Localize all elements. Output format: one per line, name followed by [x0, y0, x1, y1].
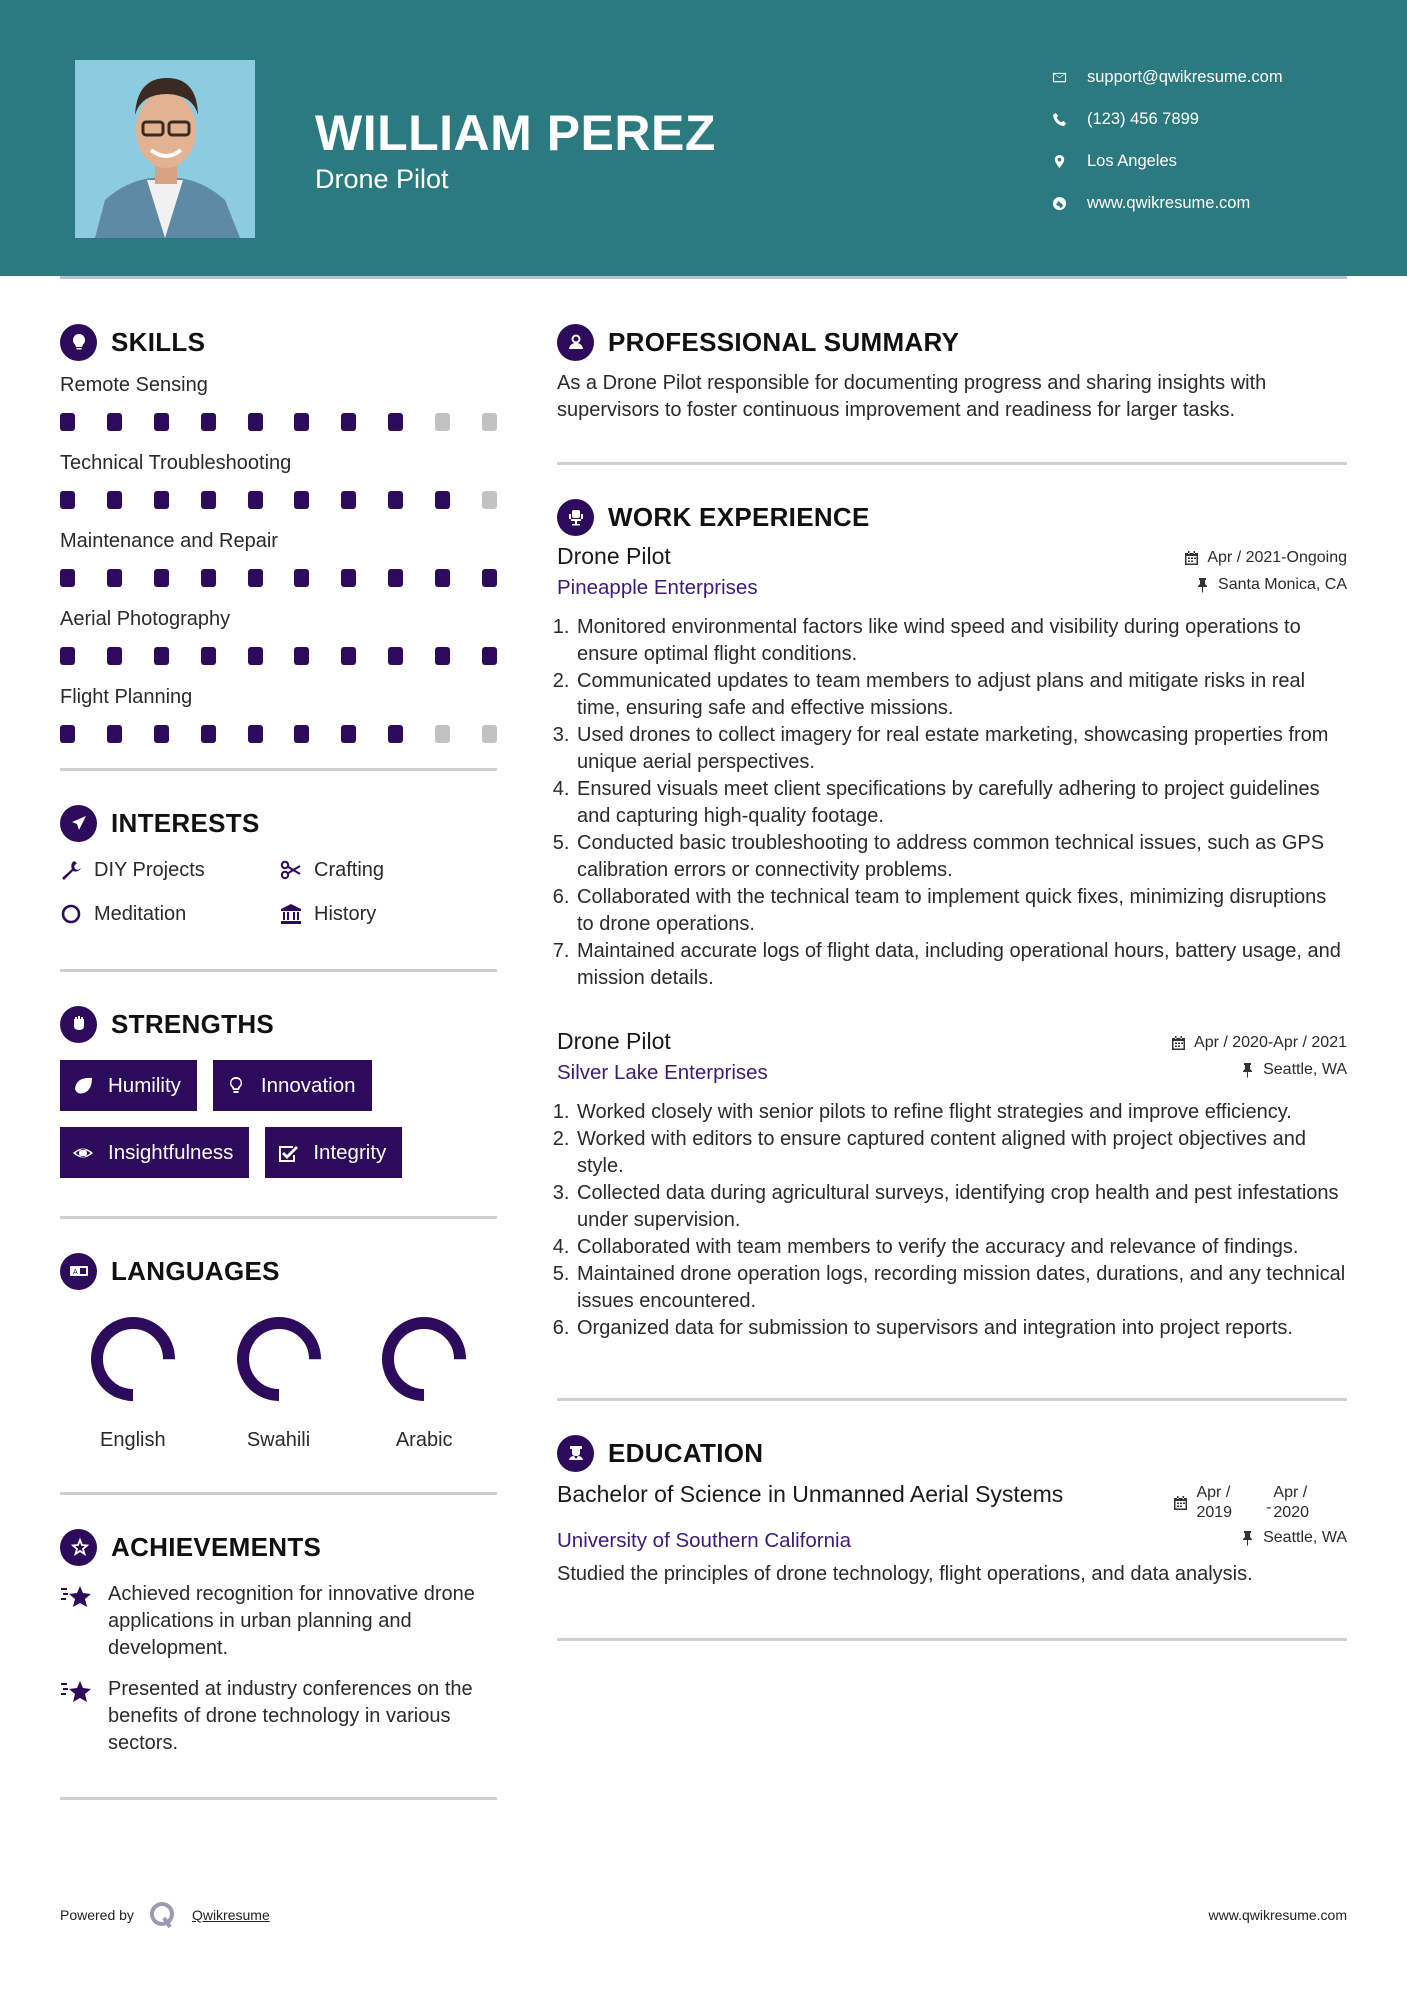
interest-item: Meditation — [60, 897, 280, 931]
job-location: Santa Monica, CA — [1195, 576, 1347, 594]
skills-list — [60, 370, 497, 756]
skills-section — [60, 318, 497, 756]
education-title: EDUCATION — [608, 1437, 764, 1468]
map-marker-icon — [1050, 154, 1087, 169]
rating-dot — [154, 413, 169, 431]
rating-dot — [435, 725, 450, 743]
strength-badge: Integrity — [265, 1127, 402, 1178]
rating-dot — [388, 725, 403, 743]
education-dates: Apr / 2019 - Apr / 2020 — [1173, 1483, 1309, 1523]
rating-dot — [482, 413, 497, 431]
duty-item: 1. Worked closely with senior pilots to refine flight strategies and improve efficiency. — [575, 1099, 1347, 1126]
rating-dot — [294, 647, 309, 665]
lightbulb-icon — [60, 324, 97, 361]
languages-section — [60, 1247, 497, 1452]
language-progress-ring — [87, 1313, 179, 1405]
user-icon — [557, 324, 594, 361]
rating-dot — [294, 725, 309, 743]
duty-item: 2. Worked with editors to ensure captured content aligned with project objectives and style. — [575, 1126, 1347, 1180]
rating-dot — [341, 569, 356, 587]
section-divider — [60, 1492, 497, 1495]
rating-dot — [107, 725, 122, 743]
rating-dot — [248, 491, 263, 509]
right-column — [557, 318, 1347, 1641]
duty-item: 2. Communicated updates to team members to adjust plans and mitigate risks in real time, ensuring safe and effective missions. — [575, 668, 1347, 722]
rating-dot — [482, 569, 497, 587]
rating-dot — [201, 413, 216, 431]
school: University of Southern California — [557, 1529, 851, 1552]
language-name: Arabic — [395, 1429, 453, 1451]
skill-name: Flight Planning — [60, 686, 193, 708]
skill-rating — [60, 478, 497, 522]
section-divider — [60, 969, 497, 972]
rating-dot — [341, 413, 356, 431]
rating-dot — [388, 491, 403, 509]
rating-dot — [107, 413, 122, 431]
job-duties — [557, 614, 1347, 992]
skill-name: Aerial Photography — [60, 608, 231, 630]
rating-dot — [248, 725, 263, 743]
interests-section — [60, 799, 497, 931]
wrench-icon — [60, 859, 82, 881]
language-progress-ring — [378, 1313, 470, 1405]
job-role: Drone Pilot — [557, 1028, 671, 1054]
rating-dot — [60, 647, 75, 665]
section-divider — [557, 462, 1347, 465]
section-divider — [60, 768, 497, 771]
rating-dot — [388, 413, 403, 431]
rating-dot — [201, 491, 216, 509]
job-duties — [557, 1099, 1347, 1342]
summary-title: PROFESSIONAL SUMMARY — [608, 326, 960, 357]
candidate-title: Drone Pilot — [315, 164, 449, 194]
duty-item: 4. Ensured visuals meet client specifications by carefully adhering to project guidelines and capturing high-quality footage. — [575, 776, 1347, 830]
interest-item: DIY Projects — [60, 853, 280, 887]
left-column — [60, 318, 497, 1800]
shooting-star-icon — [60, 1678, 94, 1706]
contact-phone[interactable] — [1050, 98, 1283, 140]
footer-powered-by: Powered by Qwikresume — [60, 1900, 270, 1930]
rating-dot — [294, 413, 309, 431]
contact-website-text: www.qwikresume.com — [1087, 193, 1251, 212]
strength-badge: Humility — [60, 1060, 197, 1111]
rating-dot — [201, 725, 216, 743]
summary-section — [557, 318, 1347, 424]
language-item — [351, 1313, 497, 1452]
section-divider — [60, 1797, 497, 1800]
phone-icon — [1050, 112, 1087, 127]
contact-location-text: Los Angeles — [1087, 151, 1177, 170]
achievement-item: Presented at industry conferences on the benefits of drone technology in various sectors. — [60, 1676, 497, 1757]
language-item — [60, 1313, 206, 1452]
duty-item: 1. Monitored environmental factors like wind speed and visibility during operations to ensure optimal flight conditions. — [575, 614, 1347, 668]
experience-section — [557, 493, 1347, 1342]
qwikresume-logo-icon — [148, 1900, 178, 1930]
achievements-section — [60, 1523, 497, 1757]
skill-rating — [60, 634, 497, 678]
contact-email-text: support@qwikresume.com — [1087, 67, 1283, 86]
rating-dot — [482, 647, 497, 665]
rating-dot — [294, 569, 309, 587]
contact-location — [1050, 140, 1283, 182]
skill-rating — [60, 400, 497, 444]
graduate-icon — [557, 1435, 594, 1472]
rating-dot — [154, 725, 169, 743]
eye-icon — [72, 1142, 94, 1164]
rating-dot — [341, 725, 356, 743]
summary-text: As a Drone Pilot responsible for documenting progress and sharing insights with supervisors to foster continuous improvement and readiness for larger tasks. — [557, 372, 1267, 421]
education-section — [557, 1429, 1347, 1588]
language-progress-ring — [233, 1313, 325, 1405]
skill-rating — [60, 712, 497, 756]
rating-dot — [341, 491, 356, 509]
rating-dot — [482, 725, 497, 743]
check-square-icon — [277, 1142, 299, 1164]
duty-item: 7. Maintained accurate logs of flight data, including operational hours, battery usage, and mission details. — [575, 938, 1347, 992]
rating-dot — [248, 569, 263, 587]
duty-item: 3. Collected data during agricultural surveys, identifying crop health and pest infestations under supervision. — [575, 1180, 1347, 1234]
rating-dot — [294, 491, 309, 509]
shooting-star-icon — [60, 1583, 94, 1611]
circle-icon — [60, 903, 82, 925]
strength-badge: Innovation — [213, 1060, 372, 1111]
candidate-name: WILLIAM PEREZ — [315, 105, 716, 161]
bank-icon — [280, 903, 302, 925]
duty-item: 6. Organized data for submission to supervisors and integration into project reports. — [575, 1315, 1347, 1342]
rating-dot — [248, 647, 263, 665]
chair-icon — [557, 499, 594, 536]
languages-title: LANGUAGES — [111, 1255, 280, 1286]
job-entry — [557, 1028, 1347, 1342]
rating-dot — [107, 647, 122, 665]
achievement-item: Achieved recognition for innovative drone applications in urban planning and development. — [60, 1581, 497, 1662]
duty-item: 4. Collaborated with team members to verify the accuracy and relevance of findings. — [575, 1234, 1347, 1261]
strength-badge: Insightfulness — [60, 1127, 249, 1178]
calendar-icon — [1173, 1495, 1188, 1511]
skills-title: SKILLS — [111, 326, 206, 357]
rating-dot — [388, 647, 403, 665]
language-name: English — [100, 1429, 166, 1451]
strengths-title: STRENGTHS — [111, 1008, 275, 1039]
job-location: Seattle, WA — [1240, 1061, 1347, 1079]
achievements-title: ACHIEVEMENTS — [111, 1531, 322, 1562]
profile-photo — [75, 60, 255, 238]
pin-icon — [1240, 1062, 1255, 1078]
skill-name: Remote Sensing — [60, 374, 208, 396]
header-divider — [60, 276, 1347, 279]
duty-item: 5. Maintained drone operation logs, recording mission dates, durations, and any technical issues encountered. — [575, 1261, 1347, 1315]
education-description: Studied the principles of drone technology, flight operations, and data analysis. — [557, 1563, 1253, 1585]
rating-dot — [248, 413, 263, 431]
resume-header — [0, 0, 1407, 276]
job-company: Pineapple Enterprises — [557, 576, 758, 599]
strengths-section — [60, 1000, 497, 1178]
rating-dot — [388, 569, 403, 587]
contact-phone-text: (123) 456 7899 — [1087, 109, 1199, 128]
svg-text:A: A — [72, 1269, 78, 1276]
section-divider — [60, 1216, 497, 1219]
contact-email[interactable] — [1050, 56, 1283, 98]
contact-website[interactable] — [1050, 182, 1283, 224]
contact-list — [1050, 56, 1283, 224]
rating-dot — [435, 647, 450, 665]
job-company: Silver Lake Enterprises — [557, 1061, 768, 1084]
skill-rating — [60, 556, 497, 600]
rating-dot — [60, 725, 75, 743]
leaf-icon — [72, 1075, 94, 1097]
education-location: Seattle, WA — [1240, 1529, 1347, 1547]
footer-url[interactable]: www.qwikresume.com — [1208, 1907, 1347, 1923]
rating-dot — [201, 647, 216, 665]
duty-item: 5. Conducted basic troubleshooting to address common technical issues, such as GPS calibration errors or connectivity problems. — [575, 830, 1347, 884]
section-divider — [557, 1398, 1347, 1401]
paper-plane-icon — [60, 805, 97, 842]
rating-dot — [482, 491, 497, 509]
star-badge-icon — [60, 1529, 97, 1566]
language-icon — [60, 1253, 97, 1290]
interest-item: Crafting — [280, 853, 497, 887]
job-dates: Apr / 2020-Apr / 2021 — [1171, 1034, 1347, 1052]
globe-icon — [1050, 196, 1087, 211]
rating-dot — [107, 491, 122, 509]
pin-icon — [1240, 1530, 1255, 1546]
fist-icon — [60, 1006, 97, 1043]
rating-dot — [341, 647, 356, 665]
rating-dot — [201, 569, 216, 587]
rating-dot — [107, 569, 122, 587]
qwikresume-link[interactable]: Qwikresume — [191, 1907, 270, 1923]
rating-dot — [60, 491, 75, 509]
rating-dot — [435, 569, 450, 587]
interest-item: History — [280, 897, 497, 931]
job-role: Drone Pilot — [557, 543, 671, 569]
pin-icon — [1195, 577, 1210, 593]
experience-title: WORK EXPERIENCE — [608, 501, 870, 532]
rating-dot — [154, 491, 169, 509]
job-dates: Apr / 2021-Ongoing — [1184, 549, 1347, 567]
job-entry — [557, 543, 1347, 992]
rating-dot — [60, 569, 75, 587]
duty-item: 3. Used drones to collect imagery for real estate marketing, showcasing properties from unique aerial perspectives. — [575, 722, 1347, 776]
rating-dot — [60, 413, 75, 431]
rating-dot — [154, 569, 169, 587]
rating-dot — [435, 413, 450, 431]
skill-name: Technical Troubleshooting — [60, 452, 292, 474]
rating-dot — [154, 647, 169, 665]
lightbulb-icon — [225, 1075, 247, 1097]
language-name: Swahili — [246, 1429, 311, 1451]
language-item — [206, 1313, 352, 1452]
interests-title: INTERESTS — [111, 807, 260, 838]
languages-list — [60, 1313, 497, 1452]
calendar-icon — [1184, 550, 1199, 566]
envelope-icon — [1050, 70, 1087, 85]
rating-dot — [435, 491, 450, 509]
section-divider — [557, 1638, 1347, 1641]
calendar-icon — [1171, 1035, 1186, 1051]
skill-name: Maintenance and Repair — [60, 530, 278, 552]
scissors-icon — [280, 859, 302, 881]
degree: Bachelor of Science in Unmanned Aerial Systems — [557, 1481, 1064, 1507]
duty-item: 6. Collaborated with the technical team to implement quick fixes, minimizing disruptions to drone operations. — [575, 884, 1347, 938]
